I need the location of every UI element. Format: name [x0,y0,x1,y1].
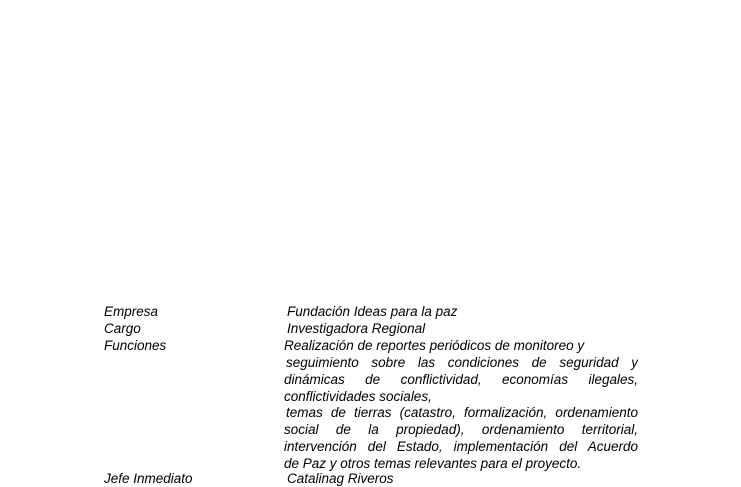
funciones-line: de Paz y otros temas relevantes para el proyecto. [284,456,582,471]
cargo-label: Cargo [104,321,141,336]
funciones-label: Funciones [104,338,167,353]
funciones-line: seguimiento sobre las condiciones de seguridad y [286,355,638,370]
funciones-line: intervención del Estado, implementación del Acuerdo [284,439,638,454]
funciones-line: social de la propiedad), ordenamiento territorial, [284,422,638,437]
funciones-line: temas de tierras (catastro, formalización, ordenamiento [286,405,638,420]
jefe-label: Jefe Inmediato [104,471,193,486]
empresa-label: Empresa [104,304,159,319]
funciones-line: conflictividades sociales, [284,389,432,404]
empresa-value: Fundación Ideas para la paz [287,304,458,319]
funciones-line: Realización de reportes periódicos de monitoreo y [284,338,585,353]
funciones-line: dinámicas de conflictividad, economías ilegales, [284,372,638,387]
cargo-value: Investigadora Regional [287,321,426,336]
jefe-value: Catalinag Riveros [287,471,394,486]
